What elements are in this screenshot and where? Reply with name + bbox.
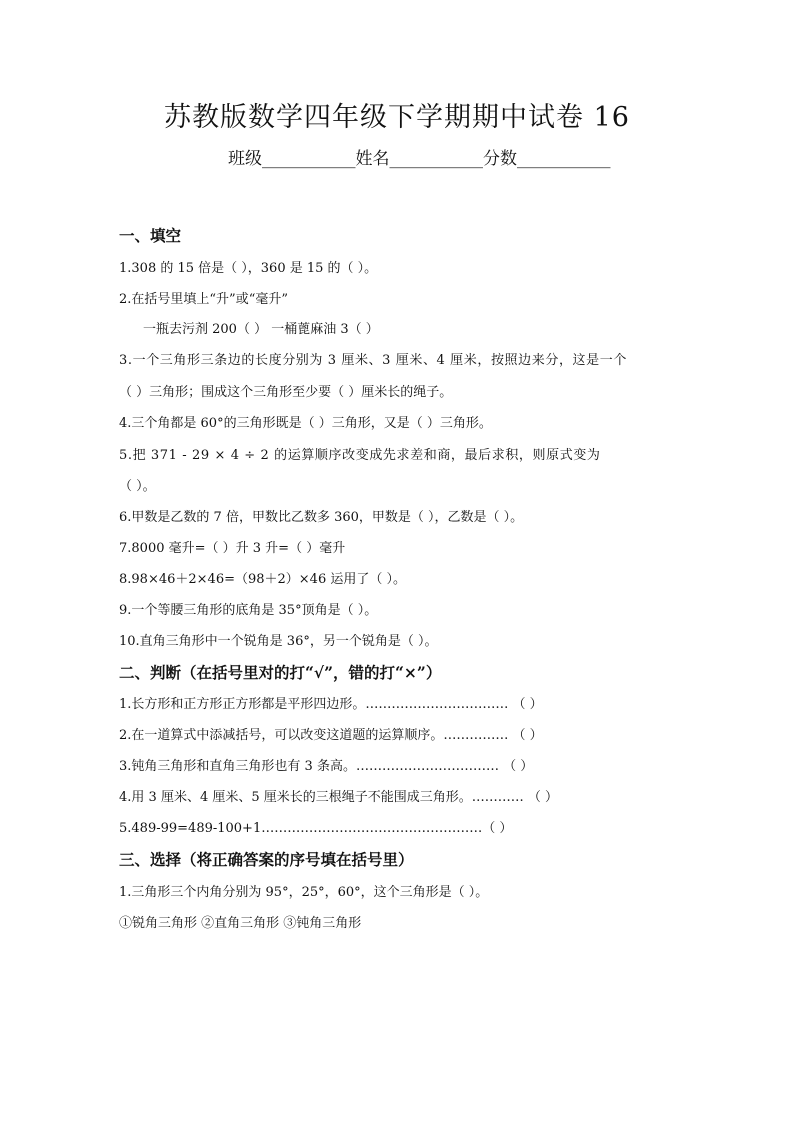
question-line: 9.一个等腰三角形的底角是 35°顶角是（ ）。 bbox=[119, 603, 378, 618]
section-heading-fill-blank: 一、填空 bbox=[119, 226, 182, 245]
question-line: 10.直角三角形中一个锐角是 36°，另一个锐角是（ ）。 bbox=[119, 634, 438, 649]
question-line: 一瓶去污剂 200（ ） 一桶蓖麻油 3（ ） bbox=[143, 322, 379, 337]
question-line: 3.一个三角形三条边的长度分别为 3 厘米、3 厘米、4 厘米，按照边来分，这是一个 bbox=[119, 353, 627, 368]
question-line: 2.在括号里填上“升”或“毫升” bbox=[119, 292, 288, 307]
question-line: （ ）。 bbox=[119, 479, 156, 494]
question-line: 1.三角形三个内角分别为 95°，25°，60°，这个三角形是（ ）。 bbox=[119, 885, 489, 900]
question-line: （ ）三角形；围成这个三角形至少要（ ）厘米长的绳子。 bbox=[119, 385, 453, 400]
section-heading-true-false: 二、判断（在括号里对的打“√”，错的打“×”） bbox=[119, 663, 442, 682]
question-line: 2.在一道算式中添减括号，可以改变这道题的运算顺序。…………… （ ） bbox=[119, 728, 543, 743]
question-line: 3.钝角三角形和直角三角形也有 3 条高。…………………………… （ ） bbox=[119, 759, 534, 774]
question-line: 4.三个角都是 60°的三角形既是（ ）三角形，又是（ ）三角形。 bbox=[119, 416, 492, 431]
question-line: 8.98×46＋2×46=（98＋2）×46 运用了（ ）。 bbox=[119, 572, 406, 587]
question-line: 5.489-99=489-100+1……………………………………………（ ） bbox=[119, 821, 513, 836]
question-line: 6.甲数是乙数的 7 倍，甲数比乙数多 360，甲数是（ ），乙数是（ ）。 bbox=[119, 510, 524, 525]
question-line: 1.308 的 15 倍是（ ），360 是 15 的（ ）。 bbox=[119, 261, 378, 276]
question-line: 1.长方形和正方形正方形都是平形四边形。…………………………… （ ） bbox=[119, 697, 543, 712]
choice-options: ①锐角三角形 ②直角三角形 ③钝角三角形 bbox=[119, 916, 362, 931]
section-heading-choice: 三、选择（将正确答案的序号填在括号里） bbox=[119, 850, 414, 869]
page-title: 苏教版数学四年级下学期期中试卷 16 bbox=[164, 102, 630, 133]
student-info-line: 班级___________姓名___________分数___________ bbox=[228, 149, 611, 169]
question-line: 5.把 371 - 29 × 4 ÷ 2 的运算顺序改变成先求差和商，最后求积，则原式变为 bbox=[119, 448, 601, 463]
question-line: 4.用 3 厘米、4 厘米、5 厘米长的三根绳子不能围成三角形。………… （ ） bbox=[119, 790, 559, 805]
question-line: 7.8000 毫升=（ ）升 3 升=（ ）毫升 bbox=[119, 541, 346, 556]
